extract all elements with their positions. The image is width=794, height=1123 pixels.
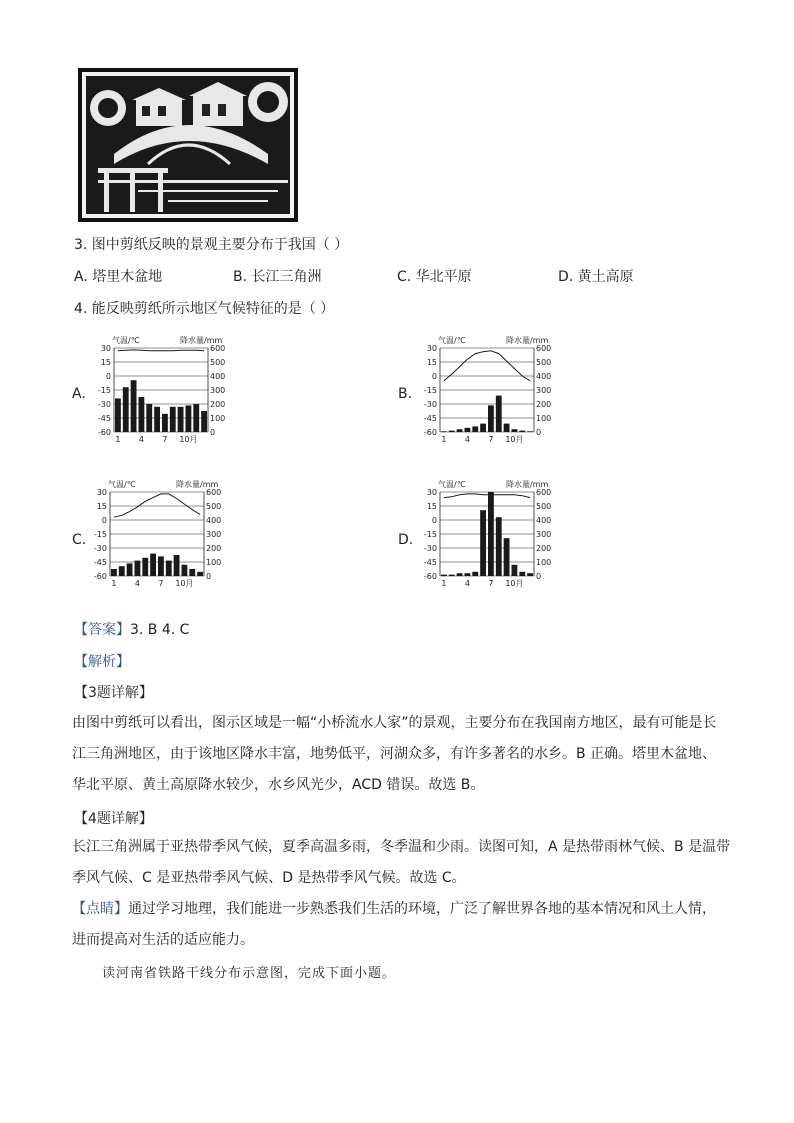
left-tick-label: 0 bbox=[431, 516, 437, 525]
x-tick-label: 1 bbox=[441, 435, 447, 444]
q3-option-b: B. 长江三角洲 bbox=[233, 269, 322, 285]
left-tick-label: -45 bbox=[423, 414, 437, 423]
next-question-intro: 读河南省铁路干线分布示意图，完成下面小题。 bbox=[102, 966, 397, 981]
precip-bar bbox=[512, 429, 518, 432]
precip-bar bbox=[496, 396, 502, 432]
left-tick-label: -45 bbox=[423, 558, 437, 567]
comment-block bbox=[72, 894, 722, 956]
x-tick-label: 1 bbox=[111, 579, 117, 588]
right-tick-label: 300 bbox=[536, 386, 552, 395]
left-tick-label: 30 bbox=[96, 488, 107, 497]
left-tick-label: -60 bbox=[423, 428, 437, 437]
temperature-line bbox=[444, 494, 530, 498]
precip-bar bbox=[488, 492, 494, 576]
precip-bar bbox=[457, 429, 463, 432]
right-tick-label: 400 bbox=[210, 372, 226, 381]
precip-bar bbox=[193, 404, 199, 432]
answer-text: 3. B 4. C bbox=[130, 622, 190, 638]
chart-d-letter: D. bbox=[398, 532, 414, 548]
precip-bar bbox=[166, 561, 172, 576]
x-tick-label: 7 bbox=[162, 435, 168, 444]
right-tick-label: 200 bbox=[536, 544, 552, 553]
right-tick-label: 0 bbox=[210, 428, 216, 437]
left-tick-label: -60 bbox=[93, 572, 107, 581]
temp-axis-label: 气温/℃ bbox=[108, 480, 136, 489]
right-tick-label: 0 bbox=[206, 572, 212, 581]
precip-bar bbox=[139, 397, 145, 432]
left-tick-label: -60 bbox=[97, 428, 111, 437]
left-tick-label: -45 bbox=[97, 414, 111, 423]
left-tick-label: 0 bbox=[105, 372, 111, 381]
precip-bar bbox=[162, 414, 168, 432]
left-tick-label: 15 bbox=[100, 358, 111, 367]
right-tick-label: 0 bbox=[536, 428, 542, 437]
right-tick-label: 500 bbox=[210, 358, 226, 367]
left-tick-label: 30 bbox=[426, 344, 437, 353]
detail-3-line-2: 江三角洲地区，由于该地区降水丰富，地势低平，河湖众多，有许多著名的水乡。B 正确。塔里木盆地、 bbox=[72, 746, 717, 762]
precip-bar bbox=[146, 404, 152, 432]
x-tick-label: 1 bbox=[441, 579, 447, 588]
left-tick-label: 0 bbox=[431, 372, 437, 381]
precip-bar bbox=[197, 572, 203, 576]
detail-4-title: 【4题详解】 bbox=[74, 811, 153, 827]
temp-axis-label: 气温/℃ bbox=[112, 336, 140, 345]
precip-axis-label: 降水量/mm bbox=[506, 480, 549, 489]
chart-a-letter: A. bbox=[72, 386, 86, 402]
x-tick-label: 7 bbox=[488, 435, 494, 444]
precip-bar bbox=[504, 424, 510, 432]
left-tick-label: -30 bbox=[423, 544, 437, 553]
precip-bar bbox=[201, 411, 207, 432]
precip-bar bbox=[111, 569, 117, 576]
detail-3-body bbox=[72, 708, 722, 801]
q3-option-d: D. 黄土高原 bbox=[558, 269, 634, 285]
detail-4-line-2: 季风气候、C 是亚热带季风气候、D 是热带季风气候。故选 C。 bbox=[72, 870, 466, 886]
precip-axis-label: 降水量/mm bbox=[180, 336, 223, 345]
precip-bar bbox=[496, 517, 502, 576]
x-tick-label: 4 bbox=[134, 579, 140, 588]
x-tick-label: 4 bbox=[138, 435, 144, 444]
x-tick-label: 7 bbox=[488, 579, 494, 588]
precip-bar bbox=[131, 380, 137, 432]
right-tick-label: 0 bbox=[536, 572, 542, 581]
detail-3-line-3: 华北平原、黄土高原降水较少，水乡风光少，ACD 错误。故选 B。 bbox=[72, 777, 485, 793]
precip-bar bbox=[519, 572, 525, 576]
right-tick-label: 300 bbox=[210, 386, 226, 395]
detail-3-line-1: 由图中剪纸可以看出，图示区域是一幅“小桥流水人家”的景观，主要分布在我国南方地区，最有可能是长 bbox=[72, 715, 717, 731]
left-tick-label: 15 bbox=[426, 358, 437, 367]
precip-bar bbox=[441, 575, 447, 576]
left-tick-label: 15 bbox=[96, 502, 107, 511]
precip-bar bbox=[504, 538, 510, 576]
left-tick-label: -15 bbox=[93, 530, 107, 539]
question-4: 4. 能反映剪纸所示地区气候特征的是（ ） bbox=[74, 301, 335, 317]
precip-bar bbox=[182, 565, 188, 576]
q3-option-c: C. 华北平原 bbox=[397, 269, 472, 285]
right-tick-label: 100 bbox=[210, 414, 226, 423]
analysis-tag: 【解析】 bbox=[74, 654, 130, 670]
right-tick-label: 600 bbox=[536, 344, 552, 353]
temperature-line bbox=[118, 350, 204, 351]
right-tick-label: 200 bbox=[206, 544, 222, 553]
precip-bar bbox=[178, 407, 184, 432]
precip-bar bbox=[449, 431, 455, 432]
right-tick-label: 600 bbox=[536, 488, 552, 497]
precip-bar bbox=[465, 428, 471, 432]
x-tick-label: 4 bbox=[464, 579, 470, 588]
left-tick-label: 15 bbox=[426, 502, 437, 511]
precip-bar bbox=[186, 405, 192, 432]
precip-bar bbox=[512, 565, 518, 576]
precip-bar bbox=[127, 563, 133, 576]
precip-bar bbox=[472, 572, 478, 576]
left-tick-label: -60 bbox=[423, 572, 437, 581]
right-tick-label: 200 bbox=[210, 400, 226, 409]
right-tick-label: 400 bbox=[536, 372, 552, 381]
precip-bar bbox=[174, 555, 180, 576]
climate-chart-d bbox=[416, 478, 556, 590]
precip-bar bbox=[189, 569, 195, 576]
left-tick-label: 30 bbox=[100, 344, 111, 353]
comment-line-1: 通过学习地理，我们能进一步熟悉我们生活的环境，广泛了解世界各地的基本情况和风土人情， bbox=[128, 901, 716, 917]
chart-svg-d bbox=[416, 478, 556, 590]
x-tick-label: 1 bbox=[115, 435, 121, 444]
chart-c-letter: C. bbox=[72, 532, 87, 548]
chart-svg-b bbox=[416, 334, 556, 446]
right-tick-label: 100 bbox=[536, 558, 552, 567]
left-tick-label: -30 bbox=[97, 400, 111, 409]
precip-bar bbox=[154, 407, 160, 432]
temp-axis-label: 气温/℃ bbox=[438, 336, 466, 345]
precip-bar bbox=[472, 426, 478, 432]
precip-bar bbox=[123, 387, 129, 432]
question-3: 3. 图中剪纸反映的景观主要分布于我国（ ） bbox=[74, 237, 349, 253]
x-tick-label: 10月 bbox=[505, 579, 524, 588]
right-tick-label: 500 bbox=[536, 358, 552, 367]
chart-svg-a bbox=[90, 334, 230, 446]
left-tick-label: 30 bbox=[426, 488, 437, 497]
left-tick-label: -15 bbox=[423, 386, 437, 395]
answer-line bbox=[74, 619, 189, 639]
x-tick-label: 7 bbox=[158, 579, 164, 588]
precip-bar bbox=[119, 566, 125, 576]
right-tick-label: 500 bbox=[206, 502, 222, 511]
precip-bar bbox=[480, 424, 486, 432]
right-tick-label: 300 bbox=[536, 530, 552, 539]
papercut-image bbox=[78, 68, 298, 222]
precip-bar bbox=[480, 510, 486, 576]
left-tick-label: -15 bbox=[423, 530, 437, 539]
precip-bar bbox=[142, 558, 148, 576]
detail-4-body bbox=[72, 832, 731, 894]
precip-bar bbox=[519, 431, 525, 432]
precip-bar bbox=[135, 561, 141, 576]
precip-bar bbox=[527, 573, 533, 576]
left-tick-label: 0 bbox=[101, 516, 107, 525]
precip-axis-label: 降水量/mm bbox=[506, 336, 549, 345]
right-tick-label: 600 bbox=[210, 344, 226, 353]
precip-bar bbox=[441, 431, 447, 432]
climate-chart-b bbox=[416, 334, 556, 446]
x-tick-label: 10月 bbox=[179, 435, 198, 444]
precip-axis-label: 降水量/mm bbox=[176, 480, 219, 489]
x-tick-label: 4 bbox=[464, 435, 470, 444]
detail-3-title: 【3题详解】 bbox=[74, 685, 153, 701]
q3-option-a: A. 塔里木盆地 bbox=[74, 269, 163, 285]
chart-svg-c bbox=[86, 478, 226, 590]
climate-chart-c bbox=[86, 478, 226, 590]
temp-axis-label: 气温/℃ bbox=[438, 480, 466, 489]
right-tick-label: 200 bbox=[536, 400, 552, 409]
left-tick-label: -15 bbox=[97, 386, 111, 395]
precip-bar bbox=[527, 431, 533, 432]
left-tick-label: -30 bbox=[423, 400, 437, 409]
right-tick-label: 600 bbox=[206, 488, 222, 497]
right-tick-label: 300 bbox=[206, 530, 222, 539]
comment-line-2: 进而提高对生活的适应能力。 bbox=[72, 932, 254, 948]
precip-bar bbox=[158, 556, 164, 576]
comment-tag: 【点睛】 bbox=[72, 901, 128, 917]
right-tick-label: 400 bbox=[536, 516, 552, 525]
temperature-line bbox=[114, 494, 200, 517]
climate-chart-a bbox=[90, 334, 230, 446]
right-tick-label: 100 bbox=[536, 414, 552, 423]
right-tick-label: 100 bbox=[206, 558, 222, 567]
precip-bar bbox=[465, 573, 471, 576]
precip-bar bbox=[488, 405, 494, 432]
left-tick-label: -30 bbox=[93, 544, 107, 553]
right-tick-label: 500 bbox=[536, 502, 552, 511]
x-tick-label: 10月 bbox=[505, 435, 524, 444]
left-tick-label: -45 bbox=[93, 558, 107, 567]
right-tick-label: 400 bbox=[206, 516, 222, 525]
x-tick-label: 10月 bbox=[175, 579, 194, 588]
answer-tag: 【答案】 bbox=[74, 622, 130, 638]
analysis-heading bbox=[74, 651, 130, 671]
detail-4-line-1: 长江三角洲属于亚热带季风气候，夏季高温多雨，冬季温和少雨。读图可知，A 是热带雨林气候、B 是温带 bbox=[72, 839, 731, 855]
precip-bar bbox=[115, 398, 121, 432]
chart-b-letter: B. bbox=[398, 386, 413, 402]
precip-bar bbox=[150, 554, 156, 576]
precip-bar bbox=[457, 573, 463, 576]
precip-bar bbox=[449, 575, 455, 576]
precip-bar bbox=[170, 407, 176, 432]
